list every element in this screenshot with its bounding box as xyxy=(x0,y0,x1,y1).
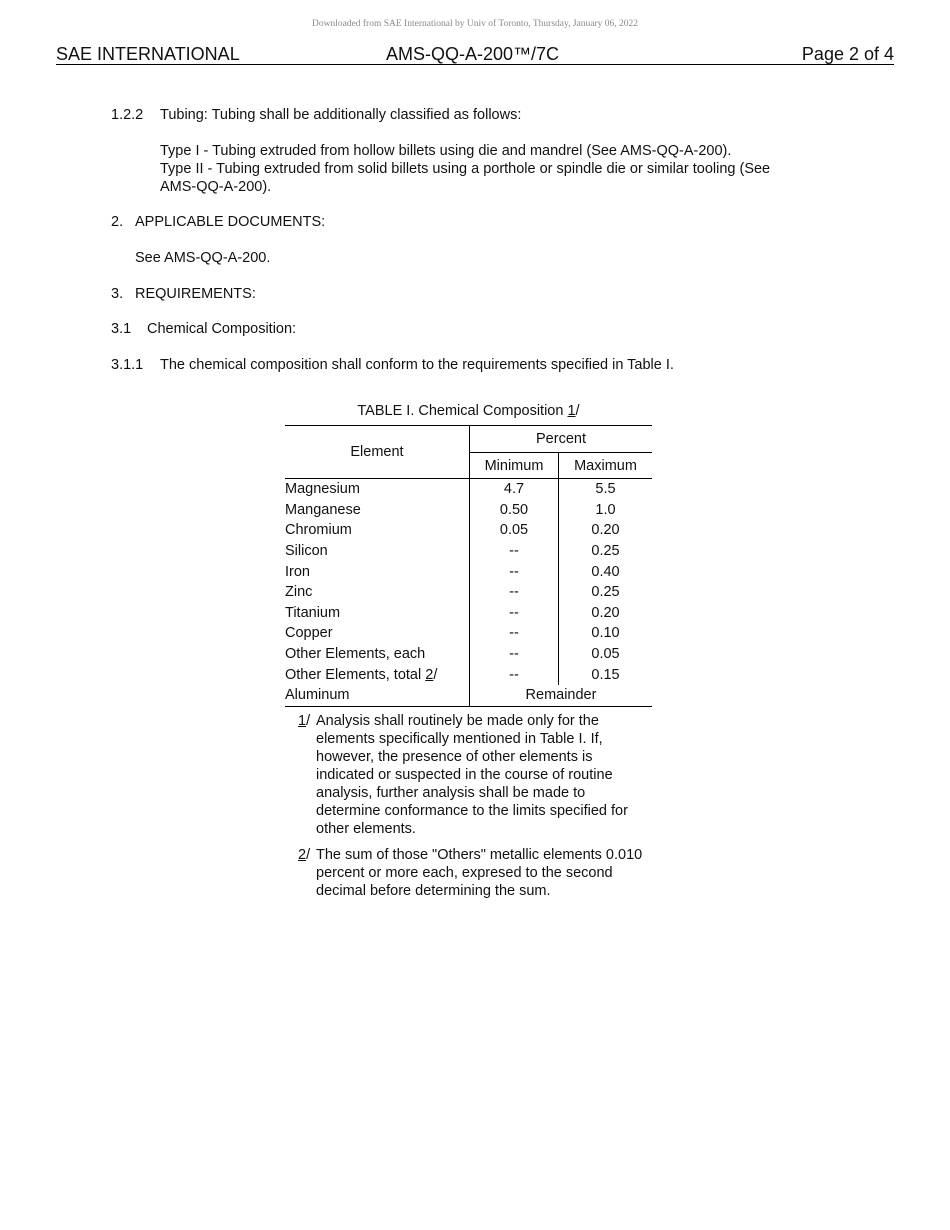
section-title: REQUIREMENTS: xyxy=(135,286,256,302)
section-number: 3.1 xyxy=(111,321,132,337)
table-row xyxy=(285,644,652,665)
minimum-value: -- xyxy=(470,561,559,582)
footnote-2 xyxy=(298,846,643,900)
minimum-value: 0.05 xyxy=(470,520,559,541)
maximum-value: 5.5 xyxy=(595,481,616,498)
header-publisher: SAE INTERNATIONAL xyxy=(56,44,240,64)
download-note: Downloaded from SAE International by Univ of Toronto, Thursday, January 06, 2022 xyxy=(311,19,639,29)
element-name: Other Elements, each xyxy=(285,644,470,665)
section-number: 1.2.2 xyxy=(111,107,144,123)
maximum-value: 0.05 xyxy=(591,646,620,663)
minimum-value: -- xyxy=(470,664,559,685)
tubing-types xyxy=(160,142,920,196)
footnote-ref: 2 xyxy=(425,666,434,683)
footnote-marker xyxy=(298,712,310,730)
minimum-value: -- xyxy=(470,644,559,665)
table-row xyxy=(285,541,652,562)
type-2-text-line-1: Type II - Tubing extruded from solid billets using a porthole or spindle die or similar tooling (See xyxy=(160,161,771,177)
page-header xyxy=(56,44,894,65)
section-title: Chemical Composition: xyxy=(147,321,297,337)
section-number: 3.1.1 xyxy=(111,357,144,373)
table-row-balance xyxy=(285,685,652,706)
element-name: Titanium xyxy=(285,603,470,624)
table-row xyxy=(285,479,652,500)
minimum-value: -- xyxy=(470,541,559,562)
column-header-element: Element xyxy=(285,426,470,479)
table-title-footnote-ref: 1 xyxy=(567,403,576,419)
column-header-maximum: Maximum xyxy=(559,453,653,479)
table-row xyxy=(285,582,652,603)
element-name: Iron xyxy=(285,561,470,582)
footnote-marker-number: 2 xyxy=(298,847,307,863)
element-name: Chromium xyxy=(285,520,470,541)
minimum-value: -- xyxy=(470,623,559,644)
element-name: Copper xyxy=(285,623,470,644)
remainder-value: Remainder xyxy=(470,685,653,706)
element-name-text: Other Elements, total xyxy=(285,666,426,683)
column-header-percent: Percent xyxy=(470,426,653,453)
maximum-value: 0.20 xyxy=(591,604,620,621)
table-row xyxy=(285,603,652,624)
maximum-value: 0.25 xyxy=(591,584,620,601)
footnote-1 xyxy=(298,712,643,838)
section-title: APPLICABLE DOCUMENTS: xyxy=(135,214,326,230)
type-1-text: Type I - Tubing extruded from hollow billets using die and mandrel (See AMS-QQ-A-200). xyxy=(160,143,732,159)
maximum-value: 0.15 xyxy=(591,666,620,683)
section-text: Tubing: Tubing shall be additionally classified as follows: xyxy=(160,107,522,123)
section-text: The chemical composition shall conform to the requirements specified in Table I. xyxy=(160,357,674,373)
element-name: Aluminum xyxy=(285,685,470,706)
table-title-footnote-suffix: / xyxy=(575,403,580,419)
table-row xyxy=(285,500,652,521)
section-number: 2. xyxy=(111,214,124,230)
maximum-value: 0.10 xyxy=(591,625,620,642)
table-row xyxy=(285,623,652,644)
footnote-marker-suffix: / xyxy=(306,713,311,729)
maximum-value: 0.25 xyxy=(591,543,620,560)
chemical-composition-table xyxy=(285,425,652,707)
table-title-text: TABLE I. Chemical Composition xyxy=(357,403,568,419)
table-row xyxy=(285,520,652,541)
table-row xyxy=(285,561,652,582)
minimum-value: -- xyxy=(470,603,559,624)
footnote-marker xyxy=(298,846,310,864)
footnote-marker-suffix: / xyxy=(306,847,311,863)
footnote-text: The sum of those "Others" metallic elements 0.010 percent or more each, expresed to the second decimal before determining the sum. xyxy=(316,847,643,899)
footnote-marker-number: 1 xyxy=(298,713,307,729)
column-header-minimum: Minimum xyxy=(470,453,559,479)
footnote-text: Analysis shall routinely be made only for the elements specifically mentioned in Table I. If, however, the presence of other elements is indicated or suspected in the course of routine analysis, further analysis shall be made to determine conformance to the limits specified for other elements. xyxy=(316,713,628,837)
element-name: Magnesium xyxy=(285,479,470,500)
table-row xyxy=(285,664,652,685)
table-title xyxy=(285,402,652,420)
header-doc-number: AMS-QQ-A-200™/7C xyxy=(386,44,560,64)
element-name: Zinc xyxy=(285,582,470,603)
section-2-body: See AMS-QQ-A-200. xyxy=(135,250,271,266)
minimum-value: 4.7 xyxy=(470,479,559,500)
header-page-number: Page 2 of 4 xyxy=(801,44,894,64)
maximum-value: 0.40 xyxy=(591,563,620,580)
minimum-value: 0.50 xyxy=(470,500,559,521)
minimum-value: -- xyxy=(470,582,559,603)
section-number: 3. xyxy=(111,286,124,302)
element-name: Silicon xyxy=(285,541,470,562)
type-2-text-line-2: AMS-QQ-A-200). xyxy=(160,179,272,195)
element-name: Manganese xyxy=(285,500,470,521)
maximum-value: 1.0 xyxy=(595,501,616,518)
footnote-ref-suffix: / xyxy=(433,666,438,683)
maximum-value: 0.20 xyxy=(591,522,620,539)
element-name xyxy=(285,664,470,685)
